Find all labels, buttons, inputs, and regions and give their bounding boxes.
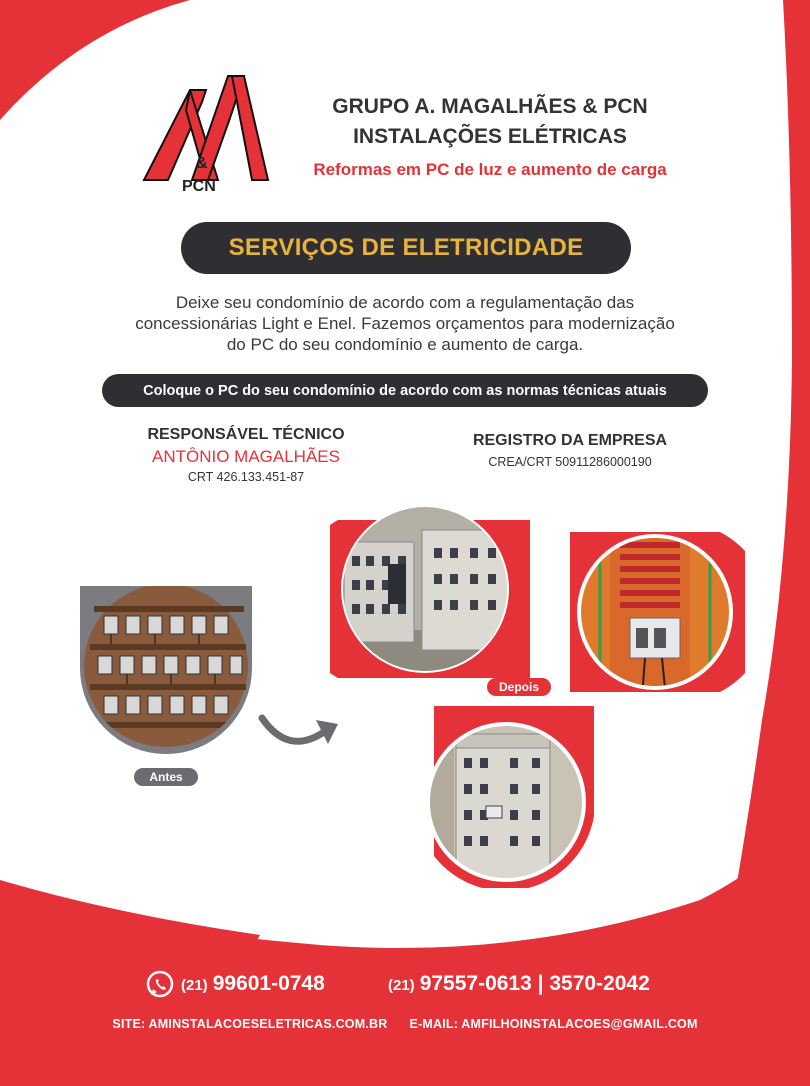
logo-sub: PCN xyxy=(182,178,216,195)
company-name-line2: INSTALAÇÕES ELÉTRICAS xyxy=(353,125,627,148)
phone-2[interactable] xyxy=(388,972,650,996)
arrow-icon xyxy=(258,712,342,756)
after-photo-2 xyxy=(570,532,745,698)
tagline: Reformas em PC de luz e aumento de carga xyxy=(313,160,667,179)
services-title: SERVIÇOS DE ELETRICIDADE xyxy=(181,222,631,274)
norms-banner: Coloque o PC do seu condomínio de acordo com as normas técnicas atuais xyxy=(102,374,708,407)
before-photo xyxy=(80,586,252,756)
company-name-line1: GRUPO A. MAGALHÃES & PCN xyxy=(332,95,648,118)
description xyxy=(110,292,700,355)
description-line-2: concessionárias Light e Enel. Fazemos orçamentos para modernização xyxy=(135,314,675,333)
technician-crt: CRT 426.133.451-87 xyxy=(187,470,305,484)
description-line-1: Deixe seu condomínio de acordo com a regulamentação das xyxy=(175,293,635,312)
phone-1-number: 99601-0748 xyxy=(212,972,325,995)
technician-name: ANTÔNIO MAGALHÃES xyxy=(152,447,340,466)
phone-1[interactable] xyxy=(181,972,325,996)
header xyxy=(290,92,690,180)
contact-row xyxy=(0,968,810,1002)
after-photo-3 xyxy=(414,706,594,888)
phone-2-number: 97557-0613 | 3570-2042 xyxy=(419,972,650,995)
whatsapp-icon xyxy=(146,970,174,998)
technician-title: RESPONSÁVEL TÉCNICO xyxy=(147,426,345,443)
website-link[interactable]: SITE: AMINSTALACOESELETRICAS.COM.BR xyxy=(112,1017,388,1031)
email-link[interactable]: E-MAIL: AMFILHOINSTALACOES@GMAIL.COM xyxy=(409,1017,698,1031)
description-line-3: do PC do seu condomínio e aumento de carga. xyxy=(226,335,584,354)
registration-title: REGISTRO DA EMPRESA xyxy=(472,432,668,449)
phone-1-area-code: (21) xyxy=(181,977,208,994)
company-logo xyxy=(140,70,275,198)
technician-block xyxy=(120,426,372,484)
logo-ampersand: & xyxy=(196,155,208,172)
registration-block xyxy=(440,432,700,469)
after-photo-1 xyxy=(330,500,530,678)
before-label: Antes xyxy=(134,768,198,786)
after-label: Depois xyxy=(487,678,551,696)
footer xyxy=(0,1017,810,1031)
registration-crea: CREA/CRT 50911286000190 xyxy=(488,455,652,469)
phone-2-area-code: (21) xyxy=(388,977,415,994)
